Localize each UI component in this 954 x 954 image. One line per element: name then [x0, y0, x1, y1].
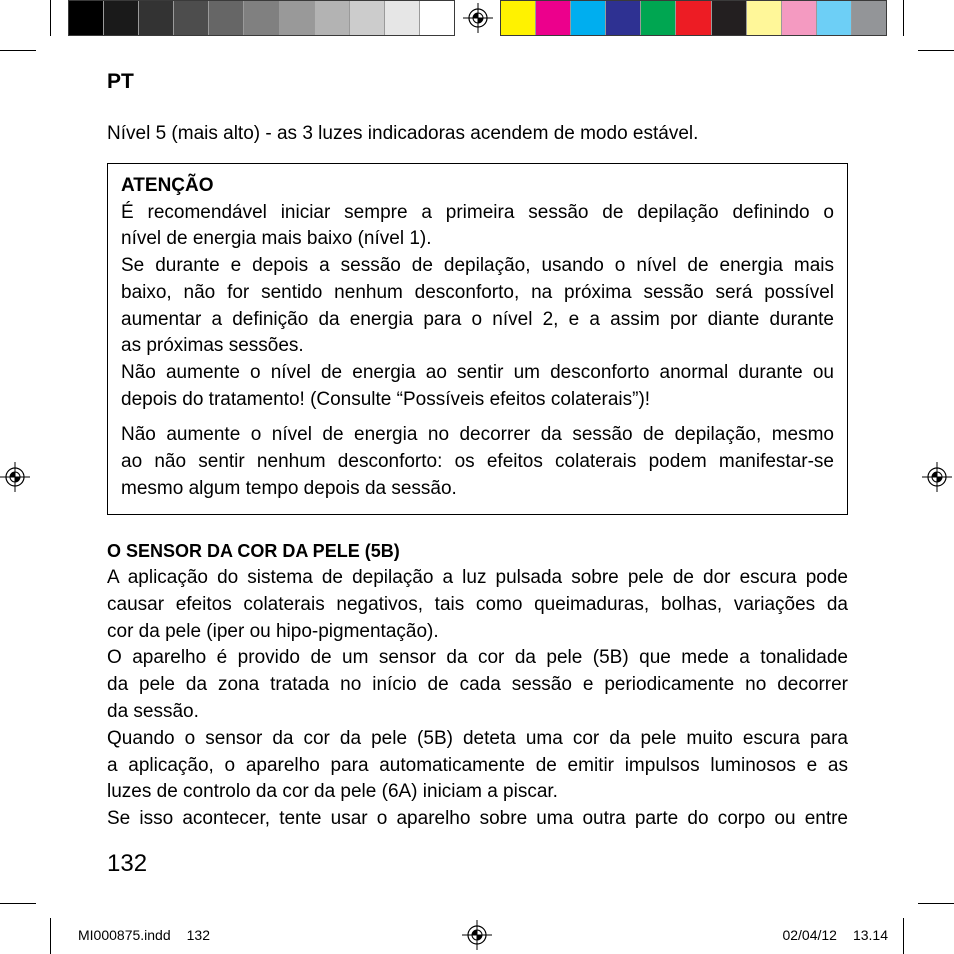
color-swatch	[852, 1, 886, 35]
gray-swatch	[69, 1, 104, 35]
text-line: O aparelho é provido de um sensor da cor da pele (5B) que mede a tonalidade	[107, 647, 848, 669]
gray-swatch	[209, 1, 244, 35]
color-swatch	[712, 1, 747, 35]
text-line: baixo, não for sentido nenhum desconforto, na próxima sessão será possível	[121, 281, 834, 303]
gray-swatch	[244, 1, 279, 35]
gray-swatch	[280, 1, 315, 35]
text-line: causar efeitos colaterais negativos, tais como queimaduras, bolhas, variações da	[107, 593, 848, 615]
text-line: a aplicação, o aparelho para automaticamente de emitir impulsos luminosos e as	[107, 754, 848, 776]
gray-swatch	[385, 1, 420, 35]
text-line: Se isso acontecer, tente usar o aparelho sobre uma outra parte do corpo ou entre	[107, 808, 848, 830]
crop-mark	[50, 0, 51, 36]
gray-swatch	[174, 1, 209, 35]
registration-mark-icon	[0, 462, 30, 492]
color-calibration-bar	[500, 0, 887, 36]
section-paragraph	[107, 565, 848, 645]
text-line: da pele da zona tratada no início de cada sessão e periodicamente no decorrer	[107, 674, 848, 696]
text-line: cor da pele (iper ou hipo-pigmentação).	[107, 620, 439, 642]
crop-mark	[903, 0, 904, 36]
gray-swatch	[350, 1, 385, 35]
text-line: Quando o sensor da cor da pele (5B) deteta uma cor da pele muito escura para	[107, 727, 848, 749]
text-line: da sessão.	[107, 700, 199, 722]
slug-date: 02/04/12	[782, 927, 837, 943]
text-line: as próximas sessões.	[121, 335, 304, 357]
gray-swatch	[104, 1, 139, 35]
warning-paragraph	[121, 422, 834, 502]
skin-sensor-section	[107, 537, 848, 833]
gray-swatch	[315, 1, 350, 35]
section-heading: O SENSOR DA COR DA PELE (5B)	[107, 541, 400, 561]
section-paragraph	[107, 645, 848, 725]
slug-file-name: MI000875.indd	[78, 927, 171, 943]
language-tag: PT	[107, 70, 134, 93]
color-swatch	[747, 1, 782, 35]
text-line: mesmo algum tempo depois da sessão.	[121, 477, 457, 499]
slug-page: 132	[186, 927, 210, 943]
color-swatch	[501, 1, 536, 35]
text-line: É recomendável iniciar sempre a primeira sessão de depilação definindo o	[121, 201, 834, 223]
registration-mark-icon	[463, 3, 493, 33]
crop-mark	[0, 903, 36, 904]
registration-mark-icon	[922, 462, 952, 492]
print-slug	[78, 927, 210, 943]
text-line: Não aumente o nível de energia ao sentir um desconforto anormal durante ou	[121, 361, 834, 383]
section-paragraph	[107, 726, 848, 806]
section-paragraph	[107, 806, 848, 833]
intro-text: Nível 5 (mais alto) - as 3 luzes indicadoras acendem de modo estável.	[107, 123, 699, 144]
text-line: luzes de controlo da cor da pele (6A) iniciam a piscar.	[107, 781, 558, 803]
crop-mark	[918, 50, 954, 51]
text-line: aumentar a definição da energia para o nível 2, e a assim por diante durante	[121, 308, 834, 330]
color-swatch	[817, 1, 852, 35]
gray-swatch	[420, 1, 454, 35]
crop-mark	[918, 903, 954, 904]
warning-box	[107, 163, 848, 515]
text-line: depois do tratamento! (Consulte “Possíveis efeitos colaterais”)!	[121, 388, 651, 410]
color-swatch	[782, 1, 817, 35]
text-line: Não aumente o nível de energia no decorrer da sessão de depilação, mesmo	[121, 424, 834, 446]
color-swatch	[641, 1, 676, 35]
registration-mark-icon	[462, 920, 492, 950]
gray-swatch	[139, 1, 174, 35]
crop-mark	[903, 918, 904, 954]
gray-calibration-bar	[68, 0, 455, 36]
color-swatch	[606, 1, 641, 35]
warning-title: ATENÇÃO	[121, 175, 214, 196]
page-number: 132	[107, 850, 148, 877]
color-swatch	[676, 1, 711, 35]
warning-paragraph	[121, 200, 834, 253]
print-slug	[782, 927, 888, 943]
crop-mark	[50, 918, 51, 954]
text-line: ao não sentir nenhum desconforto: os efeitos colaterais podem manifestar-se	[121, 451, 834, 473]
warning-paragraph	[121, 360, 834, 413]
text-line: A aplicação do sistema de depilação a luz pulsada sobre pele de dor escura pode	[107, 567, 848, 588]
crop-mark	[0, 50, 36, 51]
color-swatch	[571, 1, 606, 35]
text-line: Se durante e depois a sessão de depilação, usando o nível de energia mais	[121, 255, 834, 277]
warning-paragraph	[121, 253, 834, 360]
slug-time: 13.14	[852, 927, 888, 943]
text-line: nível de energia mais baixo (nível 1).	[121, 228, 432, 250]
color-swatch	[536, 1, 571, 35]
